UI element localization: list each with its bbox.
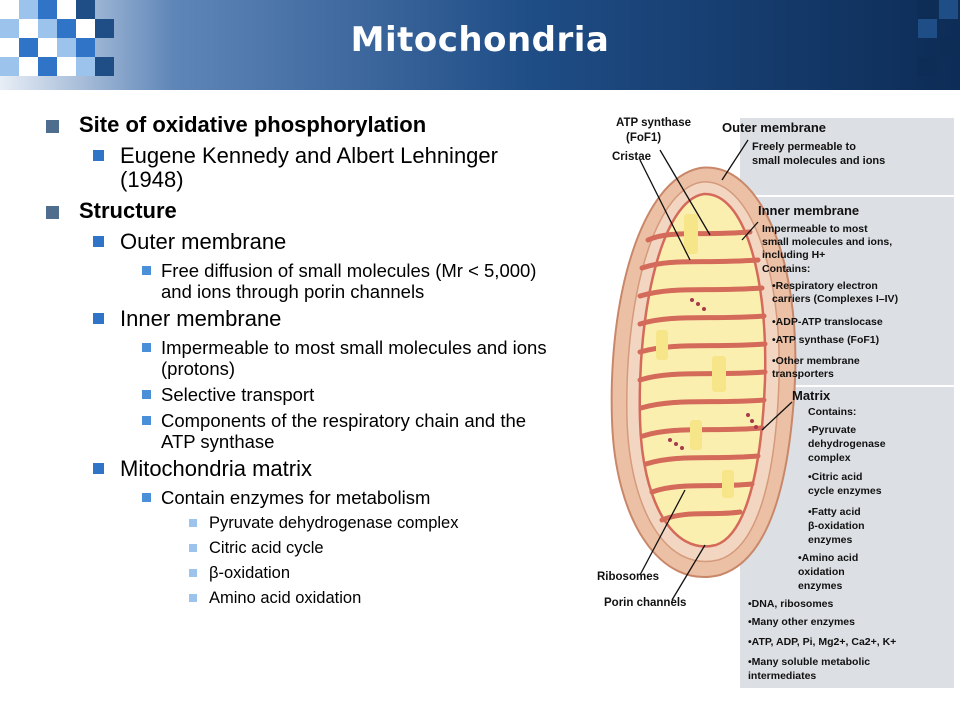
legend-line: •ATP synthase (FoF1)	[772, 334, 880, 346]
legend-line: •Citric acid	[808, 471, 863, 483]
square-bullet-icon	[142, 390, 151, 399]
bullet-item: Outer membrane	[46, 230, 566, 254]
square-bullet-icon	[189, 569, 197, 577]
legend-line: dehydrogenase	[808, 438, 886, 450]
bullet-item: Eugene Kennedy and Albert Lehninger (1948)	[46, 144, 566, 192]
legend-line: Impermeable to most	[762, 223, 868, 235]
square-bullet-icon	[189, 594, 197, 602]
legend-line: intermediates	[748, 670, 817, 682]
inner-membrane-heading: Inner membrane	[758, 203, 860, 218]
square-bullet-icon	[46, 120, 59, 133]
legend-line: β-oxidation	[808, 520, 865, 532]
mitochondrion-diagram	[592, 106, 954, 690]
square-bullet-icon	[142, 416, 151, 425]
legend-line: •Amino acid	[798, 552, 859, 564]
legend-line: complex	[808, 452, 851, 464]
legend-line: Contains:	[808, 406, 857, 418]
bullet-item: Site of oxidative phosphorylation	[46, 112, 566, 138]
legend-line: small molecules and ions,	[762, 236, 893, 248]
square-bullet-icon	[93, 463, 104, 474]
bullet-item: Components of the respiratory chain and the ATP synthase	[46, 410, 556, 452]
bullet-item: Impermeable to most small molecules and ions (protons)	[46, 337, 556, 379]
legend-line: •Fatty acid	[808, 506, 861, 518]
cristae-label: Cristae	[612, 151, 651, 163]
legend-line: •ADP-ATP translocase	[772, 316, 883, 328]
bullet-item: Structure	[46, 198, 566, 224]
bullet-item: Mitochondria matrix	[46, 457, 566, 481]
bullet-item: Citric acid cycle	[46, 538, 566, 558]
square-bullet-icon	[142, 343, 151, 352]
slide-title: Mitochondria	[350, 20, 610, 60]
outer-membrane-heading: Outer membrane	[722, 120, 827, 135]
square-bullet-icon	[93, 313, 104, 324]
square-bullet-icon	[93, 236, 104, 247]
square-bullet-icon	[142, 266, 151, 275]
bullet-item: β-oxidation	[46, 563, 566, 583]
matrix-heading: Matrix	[792, 388, 831, 403]
legend-line: including H+	[762, 249, 826, 261]
square-bullet-icon	[46, 206, 59, 219]
legend-line: •Respiratory electron	[772, 280, 878, 292]
square-bullet-icon	[189, 519, 197, 527]
fofi-label: (FoF1)	[626, 132, 662, 144]
legend-line: small molecules and ions	[752, 155, 886, 167]
legend-line: cycle enzymes	[808, 485, 882, 497]
title-banner	[0, 0, 960, 90]
bullet-item: Inner membrane	[46, 307, 566, 331]
bullet-list	[46, 112, 566, 613]
legend-line: carriers (Complexes I–IV)	[772, 293, 899, 305]
square-bullet-icon	[142, 493, 151, 502]
legend-line: •Many soluble metabolic	[748, 656, 871, 668]
ribosomes-label: Ribosomes	[597, 571, 659, 583]
legend-line: •Pyruvate	[808, 424, 857, 436]
legend-line: enzymes	[808, 534, 853, 546]
bullet-item: Contain enzymes for metabolism	[46, 487, 556, 508]
legend-line: •Many other enzymes	[748, 616, 855, 628]
legend-line: Freely permeable to	[752, 141, 856, 153]
legend-line: Contains:	[762, 263, 811, 275]
legend-line: •ATP, ADP, Pi, Mg2+, Ca2+, K+	[748, 636, 897, 648]
porin-channels-label: Porin channels	[604, 597, 687, 609]
legend-line: transporters	[772, 368, 834, 380]
legend-line: enzymes	[798, 580, 843, 592]
bullet-item: Free diffusion of small molecules (Mr < 5,000) and ions through porin channels	[46, 260, 556, 302]
bullet-item: Amino acid oxidation	[46, 588, 566, 608]
legend-line: oxidation	[798, 566, 845, 578]
square-bullet-icon	[93, 150, 104, 161]
legend-line: •DNA, ribosomes	[748, 598, 834, 610]
bullet-item: Selective transport	[46, 384, 556, 405]
bullet-item: Pyruvate dehydrogenase complex	[46, 513, 566, 533]
legend-line: •Other membrane	[772, 355, 860, 367]
atp-synthase-label: ATP synthase	[616, 117, 691, 129]
square-bullet-icon	[189, 544, 197, 552]
